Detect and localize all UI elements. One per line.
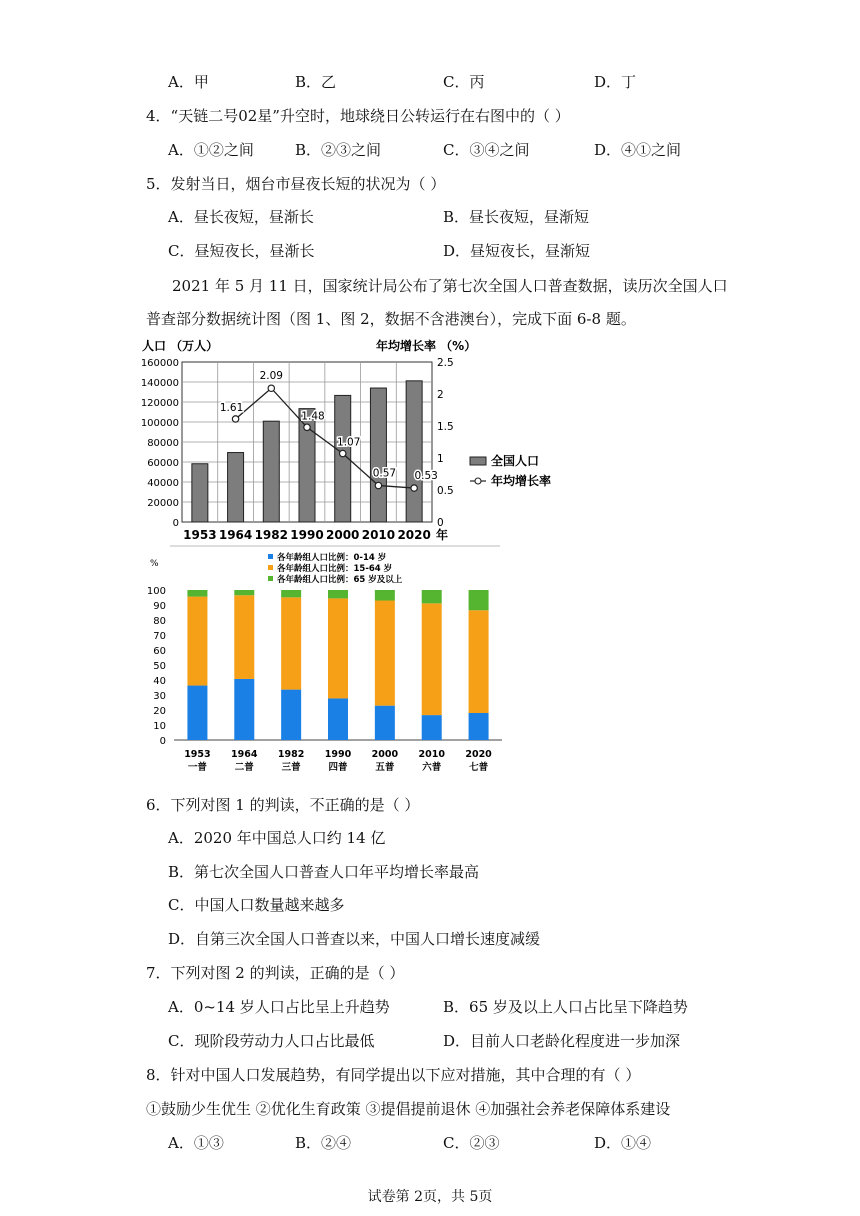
stacked-bar-2000-seg-0	[375, 706, 395, 740]
y-tick-right: 0	[437, 517, 444, 529]
q5-stem: 5．发射当日，烟台市昼夜长短的状况为（ ）	[146, 175, 446, 193]
growth-rate-point-2000	[340, 450, 346, 456]
stacked-bar-2010-seg-1	[422, 603, 442, 715]
growth-rate-label-2010: 0.57	[372, 467, 397, 480]
population-bar-1982	[263, 421, 279, 522]
growth-rate-label-2000: 1.07	[337, 436, 361, 449]
stacked-bar-1990-seg-0	[328, 698, 348, 740]
intro-line-2: 普查部分数据统计图（图 1、图 2，数据不含港澳台），完成下面 6-8 题。	[146, 310, 636, 328]
y-tick: 70	[153, 631, 166, 642]
y-tick: 80	[153, 616, 166, 627]
q6-stem: 6．下列对图 1 的判读，不正确的是（ ）	[146, 796, 420, 814]
legend-growth-label: 年均增长率	[491, 474, 552, 488]
legend-swatch-1	[268, 565, 273, 570]
intro-line-1: 2021 年 5 月 11 日，国家统计局公布了第七次全国人口普查数据，读历次全国人口	[172, 277, 728, 295]
y-tick-left: 40000	[147, 478, 179, 489]
y-tick-left: 160000	[140, 358, 179, 369]
x-axis-unit: 年	[436, 528, 449, 542]
y-tick: 0	[159, 736, 166, 747]
x-tick-label: 2000	[371, 749, 399, 760]
q5-option-b: B．昼长夜短，昼渐短	[443, 208, 590, 226]
x-tick-label: 1964	[231, 749, 258, 760]
y-tick-right: 2.5	[437, 357, 454, 369]
growth-rate-label-2020: 0.53	[414, 470, 438, 483]
y-tick-right: 1.5	[437, 421, 454, 433]
stacked-bar-1964-seg-2	[234, 590, 254, 595]
stacked-bar-1953-seg-1	[187, 597, 207, 686]
growth-rate-point-1990	[304, 424, 310, 430]
growth-rate-point-1964	[232, 416, 238, 422]
y-tick: 100	[146, 586, 166, 597]
y-tick-right: 1	[437, 453, 444, 465]
x-tick-label: 1953	[184, 749, 211, 760]
y-tick-left: 20000	[147, 498, 179, 509]
x-tick-label: 1964	[218, 528, 253, 542]
y-tick: 30	[153, 691, 166, 702]
x-sub-label: 二普	[234, 762, 254, 773]
x-sub-label: 四普	[328, 762, 348, 773]
q3-option-d: D．丁	[594, 73, 637, 91]
q5-option-d: D．昼短夜长，昼渐短	[443, 242, 591, 260]
q6-option-d: D．自第三次全国人口普查以来，中国人口增长速度减缓	[168, 930, 541, 948]
q7-option-a: A．0~14 岁人口占比呈上升趋势	[168, 998, 390, 1016]
q3-option-c: C．丙	[443, 73, 485, 91]
figure-2-age-structure-chart	[140, 550, 520, 780]
legend-population-swatch	[470, 457, 486, 465]
stacked-bar-2000-seg-2	[375, 590, 395, 601]
growth-rate-label-1964: 1.61	[219, 401, 244, 414]
legend-label-1: 各年龄组人口比例：15-64 岁	[277, 564, 393, 574]
q8-measures: ①鼓励少生优生 ②优化生育政策 ③提倡提前退休 ④加强社会养老保障体系建设	[146, 1100, 671, 1118]
stacked-bar-2010-seg-0	[422, 715, 442, 740]
x-sub-label: 三普	[281, 762, 301, 773]
y-axis-label: %	[150, 559, 159, 569]
growth-rate-point-2010	[375, 482, 381, 488]
growth-rate-label-1982: 2.09	[259, 370, 283, 383]
x-sub-label: 五普	[375, 762, 395, 773]
x-tick-label: 2020	[465, 749, 492, 760]
stacked-bar-1990-seg-1	[328, 598, 348, 698]
legend-label-0: 各年龄组人口比例：0-14 岁	[277, 553, 387, 563]
stacked-bar-1964-seg-1	[234, 595, 254, 679]
x-tick-label: 2020	[397, 528, 431, 542]
q4-option-c: C．③④之间	[443, 141, 530, 159]
q4-option-a: A．①②之间	[168, 141, 254, 159]
stacked-bar-2010-seg-2	[422, 590, 442, 603]
x-tick-label: 2010	[361, 528, 396, 542]
population-bar-2020	[406, 381, 422, 522]
q8-option-b: B．②④	[295, 1134, 352, 1152]
q3-option-b: B．乙	[295, 73, 337, 91]
q7-option-b: B．65 岁及以上人口占比呈下降趋势	[443, 998, 688, 1016]
stacked-bar-1982-seg-0	[281, 690, 301, 740]
x-sub-label: 七普	[469, 762, 489, 773]
growth-rate-point-1982	[268, 385, 274, 391]
x-tick-label: 1990	[324, 749, 352, 760]
stacked-bar-1982-seg-1	[281, 597, 301, 689]
q6-option-a: A．2020 年中国总人口约 14 亿	[168, 829, 386, 847]
stacked-bar-2020-seg-1	[469, 610, 489, 713]
y-axis-left-label: 人口 （万人）	[142, 339, 219, 353]
q8-option-c: C．②③	[443, 1134, 500, 1152]
q4-option-b: B．②③之间	[295, 141, 382, 159]
stacked-bar-1953-seg-0	[187, 686, 207, 740]
q4-stem: 4．“天链二号02星”升空时，地球绕日公转运行在右图中的（ ）	[146, 107, 570, 125]
q8-stem: 8．针对中国人口发展趋势，有同学提出以下应对措施，其中合理的有（ ）	[146, 1066, 641, 1084]
y-tick: 20	[153, 706, 166, 717]
legend-population-label: 全国人口	[491, 454, 540, 468]
legend-swatch-2	[268, 576, 273, 581]
stacked-bar-1964-seg-0	[234, 679, 254, 740]
growth-rate-point-2020	[411, 485, 417, 491]
x-tick-label: 1982	[277, 749, 305, 760]
y-tick-right: 2	[437, 389, 444, 401]
q7-option-c: C．现阶段劳动力人口占比最低	[168, 1032, 375, 1050]
q8-option-d: D．①④	[594, 1134, 652, 1152]
q8-option-a: A．①③	[168, 1134, 224, 1152]
y-tick: 60	[153, 646, 166, 657]
x-sub-label: 六普	[422, 762, 442, 773]
page-footer: 试卷第 2页，共 5页	[367, 1189, 493, 1205]
stacked-bar-1953-seg-2	[187, 590, 207, 597]
population-bar-1953	[192, 464, 208, 522]
y-tick-left: 80000	[147, 438, 179, 449]
stacked-bar-2020-seg-0	[469, 713, 489, 740]
x-tick-label: 1982	[254, 528, 288, 542]
q5-option-a: A．昼长夜短，昼渐长	[168, 208, 314, 226]
q4-option-d: D．④①之间	[594, 141, 682, 159]
figure-1-population-chart	[140, 336, 580, 548]
stacked-bar-1982-seg-2	[281, 590, 301, 597]
population-bar-1964	[228, 453, 244, 522]
stacked-bar-2020-seg-2	[469, 590, 489, 610]
x-tick-label: 1990	[290, 528, 324, 542]
x-tick-label: 2010	[418, 749, 445, 760]
y-tick: 50	[153, 661, 166, 672]
legend-growth-marker	[475, 478, 481, 484]
legend-swatch-0	[268, 554, 273, 559]
x-tick-label: 1953	[183, 528, 217, 542]
q5-option-c: C．昼短夜长，昼渐长	[168, 242, 315, 260]
y-tick-left: 0	[172, 518, 179, 529]
q7-stem: 7．下列对图 2 的判读，正确的是（ ）	[146, 964, 405, 982]
legend-label-2: 各年龄组人口比例：65 岁及以上	[277, 575, 403, 585]
growth-rate-label-1990: 1.48	[301, 410, 325, 423]
y-tick: 10	[153, 721, 166, 732]
y-tick: 40	[153, 676, 166, 687]
x-tick-label: 2000	[326, 528, 360, 542]
population-bar-2010	[370, 388, 386, 522]
y-tick-left: 120000	[140, 398, 179, 409]
stacked-bar-2000-seg-1	[375, 601, 395, 706]
q6-option-c: C．中国人口数量越来越多	[168, 896, 345, 914]
y-tick-left: 140000	[140, 378, 179, 389]
y-axis-right-label: 年均增长率 （%）	[376, 339, 477, 353]
y-tick-left: 100000	[140, 418, 179, 429]
y-tick: 90	[153, 601, 166, 612]
q6-option-b: B．第七次全国人口普查人口年平均增长率最高	[168, 863, 480, 881]
x-sub-label: 一普	[187, 762, 207, 773]
y-tick-left: 60000	[147, 458, 179, 469]
y-tick-right: 0.5	[437, 485, 454, 497]
q7-option-d: D．目前人口老龄化程度进一步加深	[443, 1032, 681, 1050]
stacked-bar-1990-seg-2	[328, 590, 348, 598]
q3-option-a: A．甲	[168, 73, 209, 91]
